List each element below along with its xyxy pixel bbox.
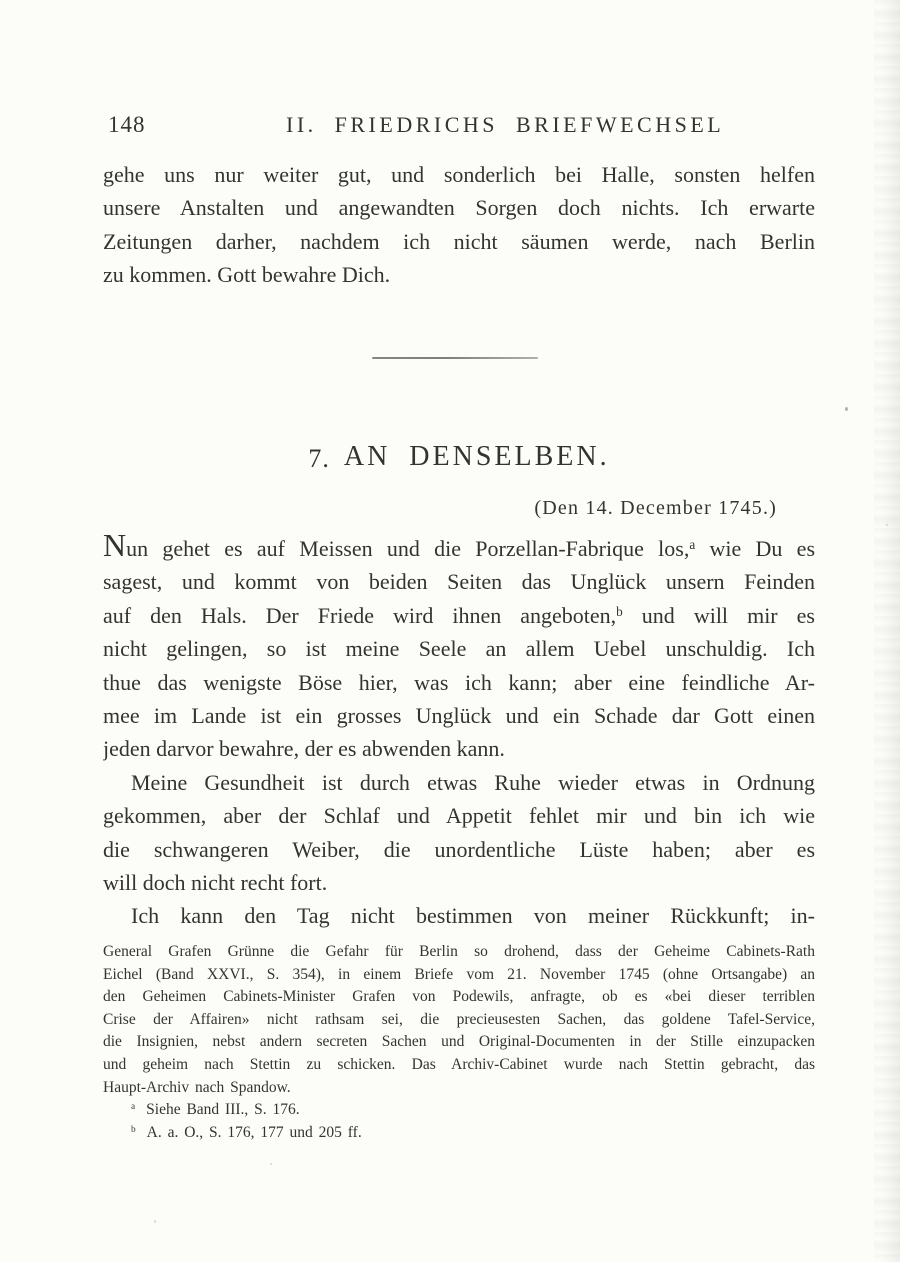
text-line: gekommen, aber der Schlaf und Appetit fehlet mir und bin ich wie (103, 803, 815, 829)
text-line: zu kommen. Gott bewahre Dich. (103, 262, 391, 288)
running-title: II. FRIEDRICHS BRIEFWECHSEL (286, 112, 725, 137)
section-divider-rule (372, 357, 538, 359)
footnote-line: und geheim nach Stettin zu schicken. Das Archiv-Cabinet wurde nach Stettin gebracht, das (103, 1055, 815, 1073)
text-line: sagest, und kommt von beiden Seiten das Unglück unsern Feinden (103, 569, 815, 595)
text-line: mee im Lande ist ein grosses Unglück und ein Schade dar Gott einen (103, 702, 815, 728)
footnote-ref-a: a (689, 537, 696, 552)
text-segment: un gehet es auf Meissen und die Porzellan-Fabrique los, (126, 536, 690, 561)
footnote-marker-a: a (131, 1102, 136, 1113)
footnote-line: General Grafen Grünne die Gefahr für Berlin so drohend, dass der Geheime Cabinets-Rath (103, 943, 815, 960)
letter-date: (Den 14. December 1745.) (534, 497, 777, 519)
text-line: die schwangeren Weiber, die unordentliche Lüste haben; aber es (103, 836, 815, 862)
footnote-ref-b: b (616, 603, 623, 619)
footnote-line: Crise der Affairen» nicht rathsam sei, die precieusesten Sachen, das goldene Tafel-Service, (103, 1010, 815, 1028)
footnote-line: den Geheimen Cabinets-Minister Grafen von Podewils, anfragte, ob es «bei dieser terriblen (103, 988, 815, 1006)
scan-speck (845, 407, 848, 411)
initial-capital: N (103, 532, 127, 563)
footnote-text: Siehe Band III., S. 176. (146, 1101, 300, 1119)
text-line: will doch nicht recht fort. (103, 869, 328, 895)
letter-heading (103, 437, 815, 477)
footnote-line: die Insignien, nebst andern secreten Sachen und Original-Documenten in der Stille einzupacken (103, 1033, 815, 1051)
text-line: nicht gelingen, so ist meine Seele an allem Uebel unschuldig. Ich (103, 636, 815, 662)
text-line (103, 532, 815, 565)
footnote-b (103, 1122, 815, 1145)
scan-speck (886, 524, 888, 526)
footnote-a (103, 1099, 815, 1122)
letter-body (103, 532, 815, 933)
footnote-line: Eichel (Band XXVI., S. 354), in einem Briefe vom 21. November 1745 (ohne Ortsangabe) an (103, 965, 815, 983)
footnote-line: Haupt-Archiv nach Spandow. (103, 1078, 291, 1096)
text-segment: und will mir es (622, 602, 815, 628)
scan-speck (154, 1220, 156, 1223)
text-line: Meine Gesundheit ist durch etwas Ruhe wieder etwas in Ordnung (131, 769, 815, 795)
text-segment: auf den Hals. Der Friede wird ihnen angeboten, (103, 602, 617, 628)
footnote-marker-b: b (131, 1124, 136, 1135)
text-line: Ich kann den Tag nicht bestimmen von meiner Rückkunft; in- (131, 903, 815, 929)
text-line (103, 599, 815, 632)
text-line: jeden darvor bewahre, der es abwenden kann. (103, 736, 505, 762)
text-segment: wie Du es (695, 536, 815, 561)
text-line: gehe uns nur weiter gut, und sonderlich bei Halle, sonsten helfen (103, 162, 815, 187)
letter-number: 7. (308, 444, 330, 473)
scan-speck (270, 1163, 272, 1165)
letter-title: AN DENSELBEN. (343, 441, 610, 472)
scan-edge-texture (874, 0, 900, 1262)
text-line: unsere Anstalten und angewandten Sorgen doch nichts. Ich erwarte (103, 195, 815, 221)
previous-letter-continuation (103, 158, 815, 292)
text-line: Zeitungen darher, nachdem ich nicht säumen werde, nach Berlin (103, 228, 815, 254)
footnote-text: A. a. O., S. 176, 177 und 205 ff. (146, 1123, 362, 1141)
page-header (0, 112, 900, 146)
footnotes-block (103, 941, 815, 1144)
text-line: thue das wenigste Böse hier, was ich kann; aber eine feindliche Ar- (103, 669, 815, 695)
page-number: 148 (108, 112, 146, 137)
